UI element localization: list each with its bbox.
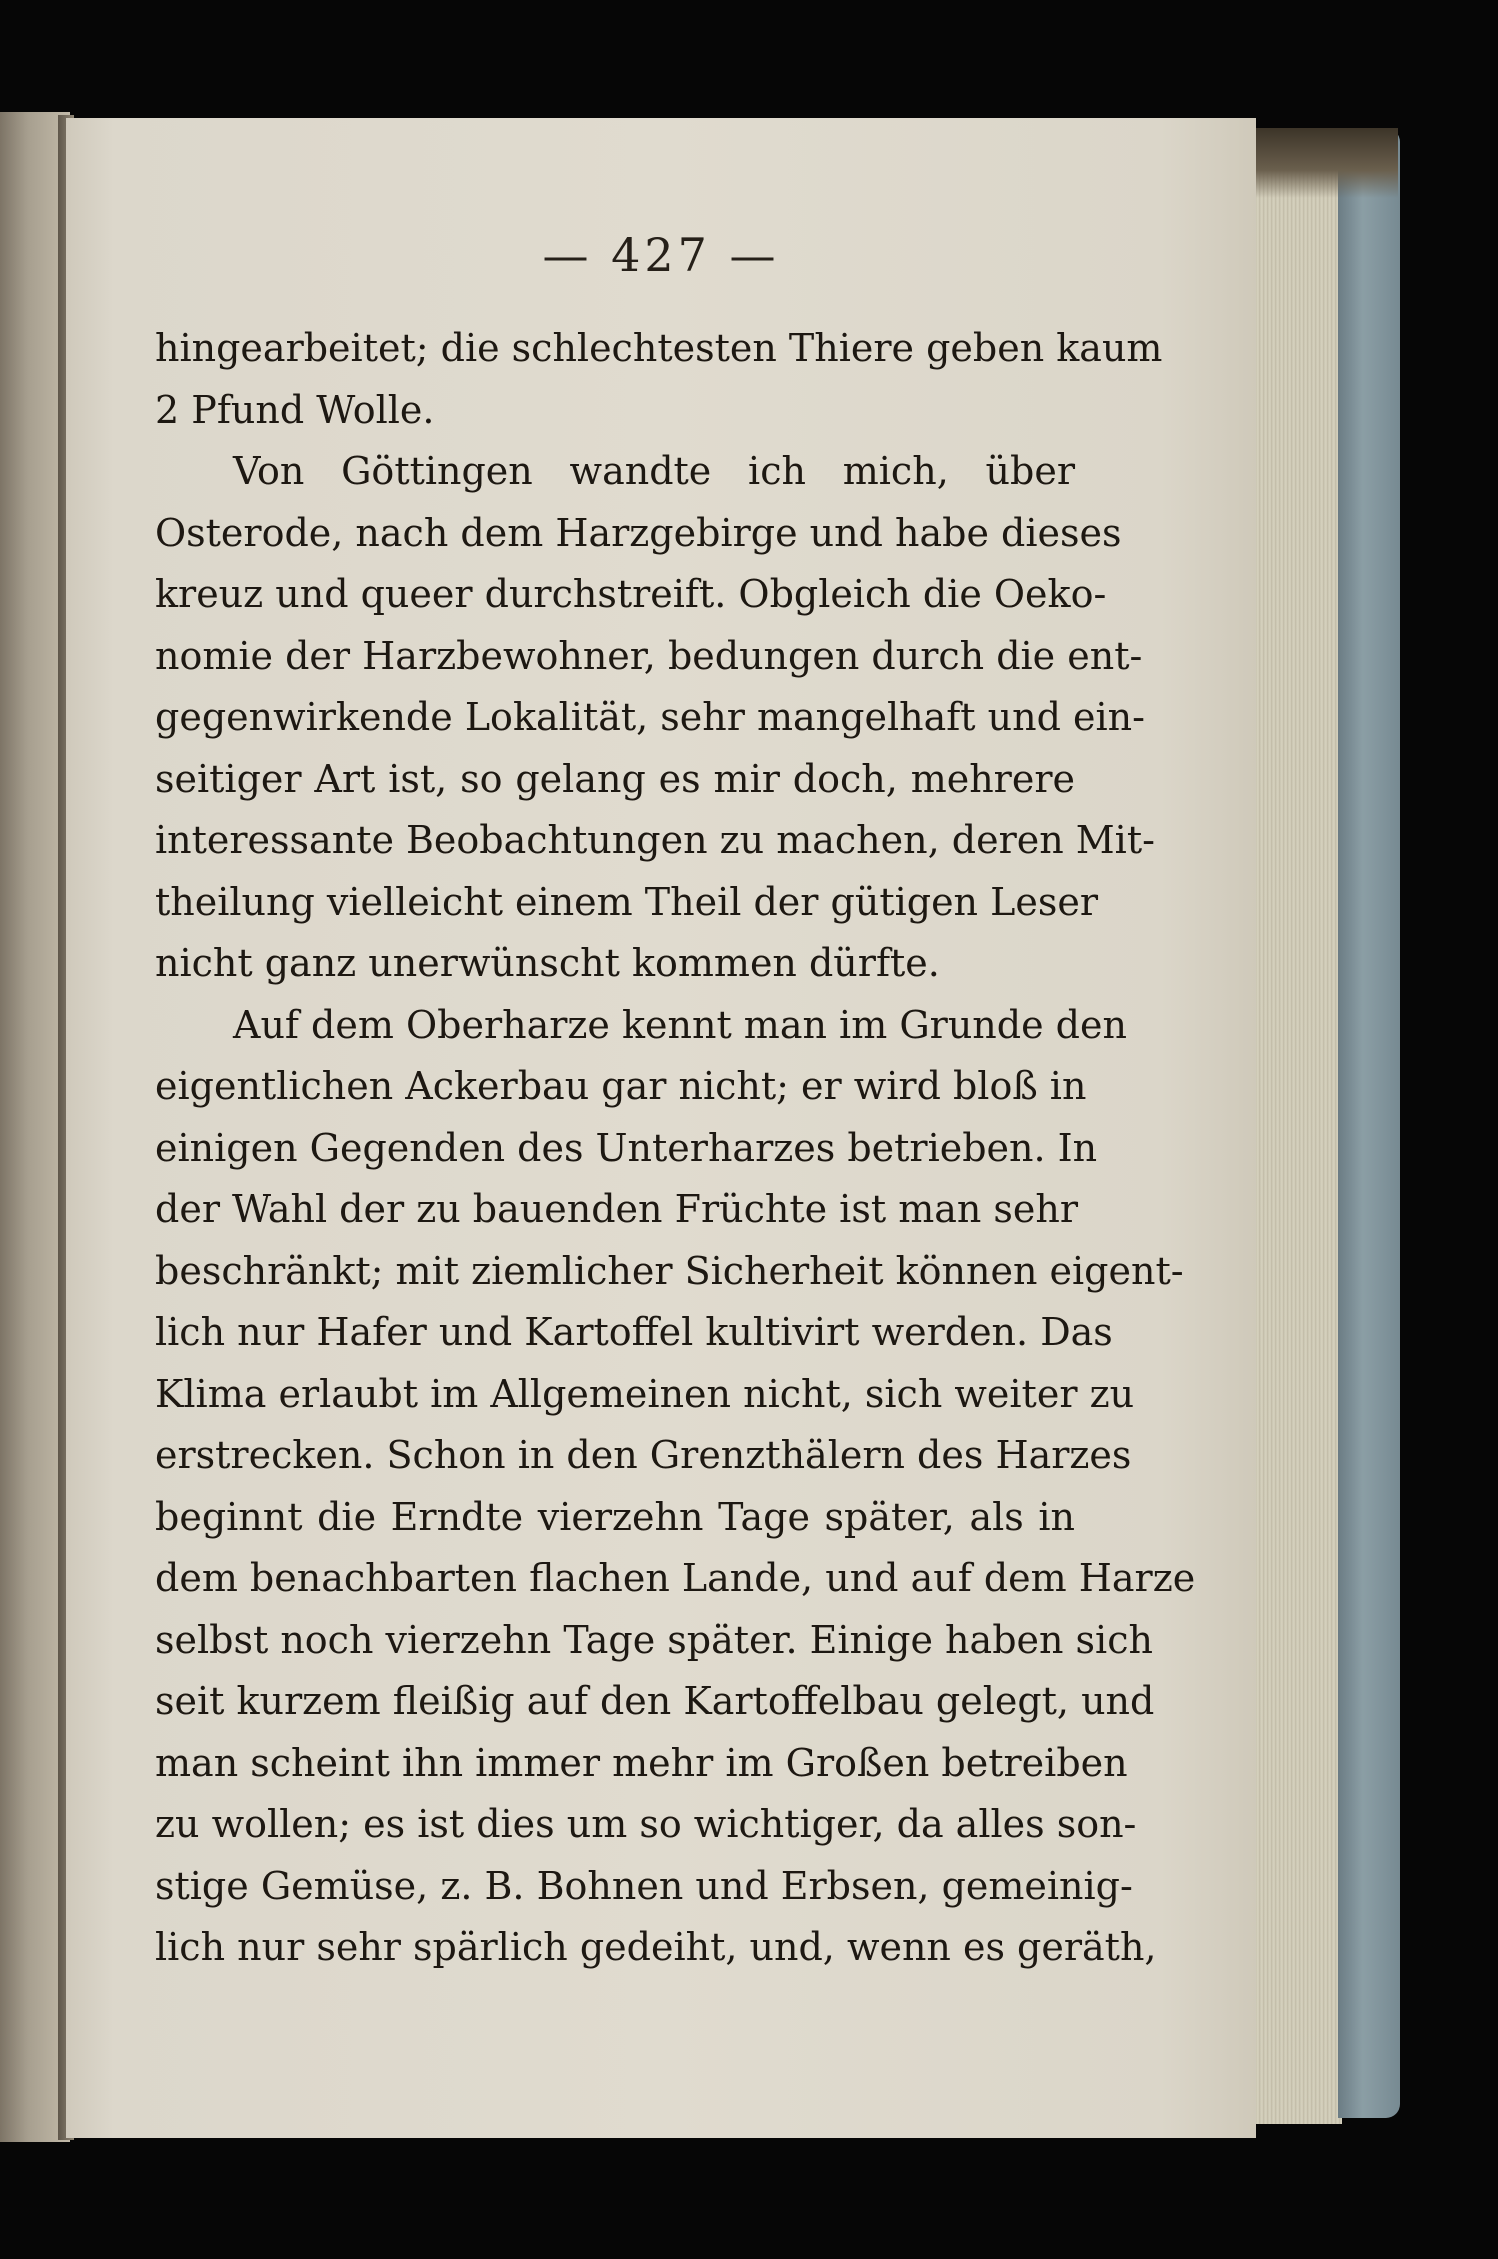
text-line: selbst noch vierzehn Tage später. Einige haben sich	[155, 1617, 1153, 1662]
text-line: seitiger Art ist, so gelang es mir doch, mehrere	[155, 756, 1075, 801]
text-line: zu wollen; es ist dies um so wichtiger, da alles son-	[155, 1802, 1137, 1846]
text-line: seit kurzem fleißig auf den Kartoffelbau gelegt, und	[155, 1679, 1155, 1723]
text-line: beschränkt; mit ziemlicher Sicherheit können eigent-	[155, 1248, 1184, 1293]
text-line: Auf dem Oberharze kennt man im Grunde den	[233, 1002, 1127, 1047]
text-line: lich nur sehr spärlich gedeiht, und, wenn es geräth,	[155, 1925, 1157, 1969]
text-line: einigen Gegenden des Unterharzes betrieben. In	[155, 1125, 1098, 1170]
page-text	[155, 318, 1196, 1979]
text-line: nomie der Harzbewohner, bedungen durch die ent-	[155, 633, 1143, 678]
text-line: stige Gemüse, z. B. Bohnen und Erbsen, gemeinig-	[155, 1863, 1133, 1908]
book-headband	[1256, 128, 1398, 198]
text-line: nicht ganz unerwünscht kommen dürfte.	[155, 941, 940, 985]
text-line: kreuz und queer durchstreift. Obgleich die Oeko-	[155, 572, 1107, 616]
text-line: gegenwirkende Lokalität, sehr mangelhaft und ein-	[155, 695, 1145, 739]
text-line: erstrecken. Schon in den Grenzthälern des Harzes	[155, 1433, 1132, 1477]
text-line: hingearbeitet; die schlechtesten Thiere geben kaum	[155, 326, 1163, 370]
text-line: interessante Beobachtungen zu machen, deren Mit-	[155, 818, 1155, 862]
text-line: Von Göttingen wandte ich mich, über	[233, 449, 1075, 493]
page-edges	[1256, 128, 1342, 2124]
text-line: man scheint ihn immer mehr im Großen betreiben	[155, 1740, 1128, 1785]
page-number: — 427 —	[542, 228, 780, 282]
text-line: Osterode, nach dem Harzgebirge und habe dieses	[155, 510, 1122, 555]
text-line: 2 Pfund Wolle.	[155, 387, 435, 432]
text-line: beginnt die Erndte vierzehn Tage später, als in	[155, 1494, 1075, 1539]
text-line: eigentlichen Ackerbau gar nicht; er wird bloß in	[155, 1064, 1087, 1108]
text-line: dem benachbarten flachen Lande, und auf dem Harze	[155, 1556, 1196, 1600]
book-cover	[1338, 128, 1400, 2118]
text-line: Klima erlaubt im Allgemeinen nicht, sich weiter zu	[155, 1371, 1135, 1416]
text-line: lich nur Hafer und Kartoffel kultivirt werden. Das	[155, 1310, 1113, 1354]
text-line: theilung vielleicht einem Theil der gütigen Leser	[155, 879, 1098, 924]
text-line: der Wahl der zu bauenden Früchte ist man sehr	[155, 1187, 1079, 1231]
